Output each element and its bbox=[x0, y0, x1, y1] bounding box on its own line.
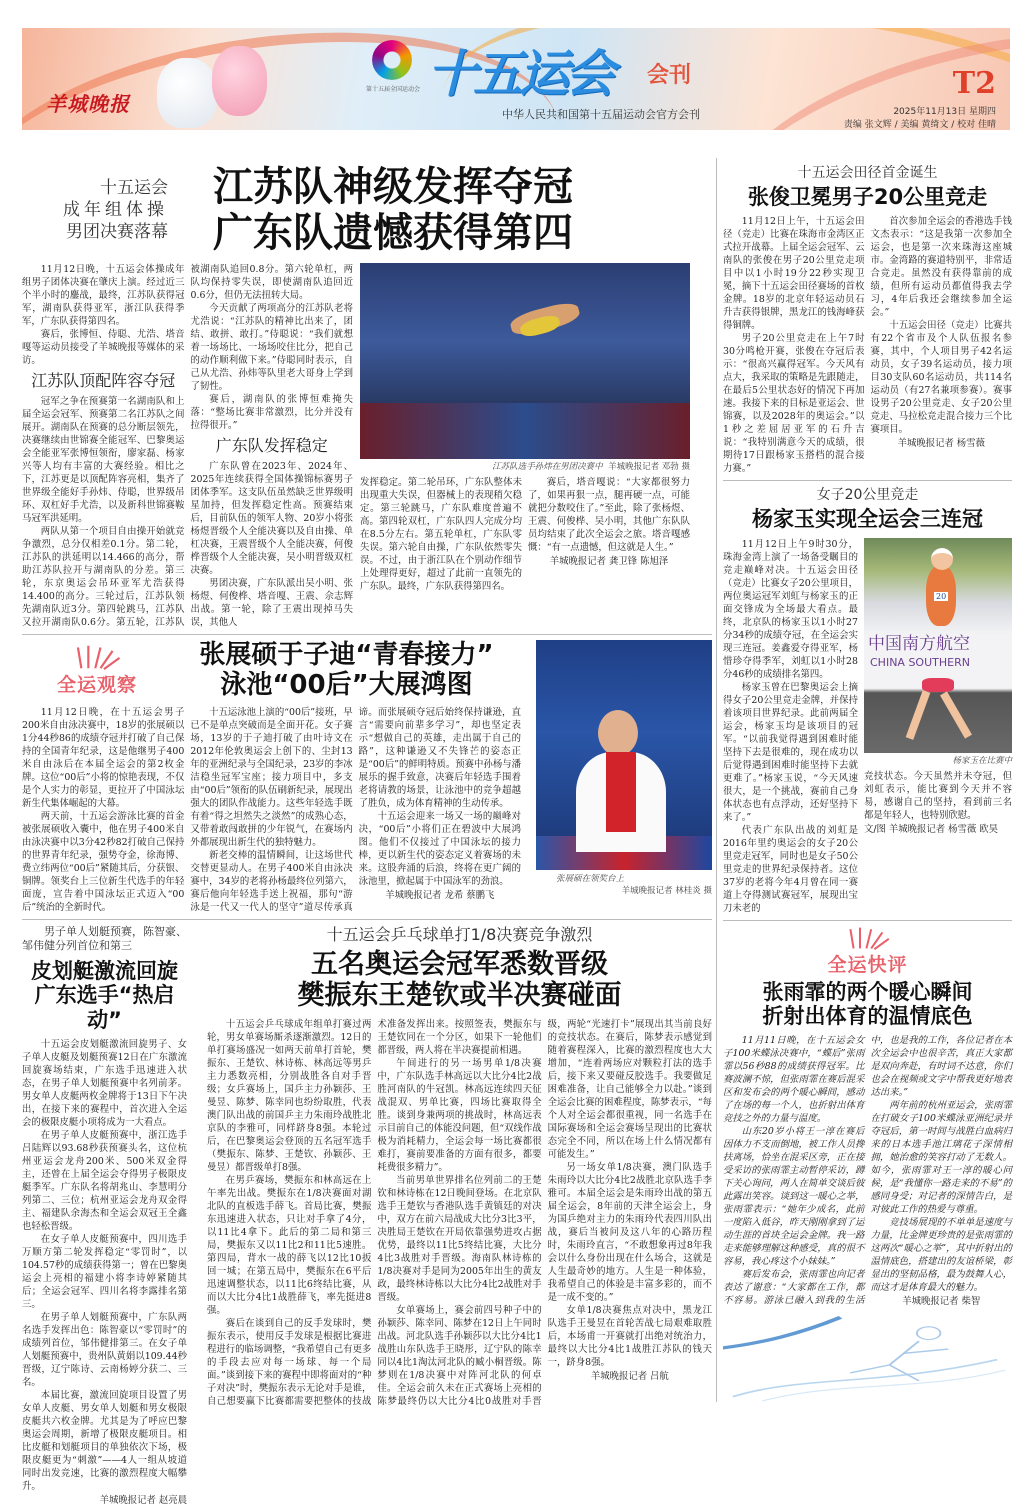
paragraph: 十五运会迎来一场又一场的巅峰对决，“00后”小将们正在碧波中大展鸿图。他们不仅接过了中国泳坛的接力棒，更以新生代的姿态定义着赛场的未来。这股奔涌的后浪，终将在更广阔的泳池里，掀起属于中国泳军的劲浪。 bbox=[358, 811, 521, 888]
paragraph: 女单1/8决赛焦点对决中，黑龙江队选手王曼昱在首轮苦战七局艰难取胜后，本场甫一开赛就打出绝对统治力，最终以大比分4比1战胜江苏队的钱天一，跻身8强。 bbox=[547, 1304, 712, 1368]
swimmer-photo-credit: 羊城晚报记者 林桂炎 摄 bbox=[621, 885, 712, 896]
headline-line: 广东选手“热启动” bbox=[34, 983, 175, 1032]
paragraph: 赛后，湖南队的张博恒难掩失落：“整场比赛非常激烈，比分并没有拉得很开。” bbox=[190, 393, 353, 431]
paragraph: 赛后发布会，张雨霏也向记者表达了谢意：“大家都在工作，都不容易。游泳已融入到我的生活中，也是我的工作，各位记者在本次全运会中也很辛苦，真正大家都是双向奔赴，有时词不达意，你们也会在视频或文字中帮我更好地表达出来。” bbox=[723, 1035, 1012, 1307]
race-bib: 20 bbox=[936, 591, 947, 601]
paragraph: 午间进行的另一场男单1/8决赛中，广东队选手林高远以大比分4比2战胜河南队的牛冠凯。林高远连续四天征战混双、男单比赛，四场比赛取得全胜。谈到身兼两项的挑战时，林高远表示目前自己的体能没问题，但“双线作战极为消耗精力，全运会每一场比赛都很难打，赛前要准备的方面有很多，都要耗费很多精力”。 bbox=[377, 1057, 542, 1173]
paragraph: 发挥稳定。第二轮吊环，广东队整体未出现重大失误，但器械上的表现稍欠稳定。第三轮跳马，广东队难度普遍不高。第四轮双杠，广东队四人完成分均在8.5分左右。第五轮单杠，广东队零失误。第六轮自由操，广东队依然零失误。不过，由于浙江队在个别动作细节上处理得更好，超过了此前一直领先的广东队。最终，广东队获得第四名。 bbox=[360, 476, 522, 592]
swimming-body bbox=[22, 706, 521, 914]
kicker-line: 男团决赛落幕 bbox=[66, 222, 168, 243]
column-logo-commentary: 全运快评 bbox=[827, 953, 908, 976]
column-logo-observation-block bbox=[22, 644, 172, 696]
paragraph: 杨家玉曾在巴黎奥运会上摘得女子20公里竞走金牌，并保持着该项目世界纪录。此前两届全运会，杨家玉均是该项目的冠军。“以前我觉得遇到困难时能坚持下去是很难的，现在成功以后觉得遇到困难时能坚持下去就更难了。”杨家玉说，“今天风速很大，是一个挑战，赛前自己身体状态也有点浮动，还好坚持下来了。” bbox=[723, 681, 858, 823]
paragraph: 11月12日晚，在十五运会男子200米自由泳决赛中，18岁的张展硕以1分44秒86的成绩夺冠并打破了自己保持的全国青年纪录，这是他继男子400米自由泳后在本届全运会的第2枚金牌。这位“00后”小将的惊艳表现，不仅是个人实力的彰显，更拉开了中国泳坛新生代集体崛起的大幕。 bbox=[22, 707, 185, 810]
paragraph: 十五运会乒乓球成年组单打赛过两轮，男女单赛场厮杀逐渐激烈。12日的单打赛场盛况一如两天前单打首轮，樊振东、王楚钦、林诗栋、林高远等男乒主力悉数亮相，分别战胜各自对手晋级；女乒赛场上，国乒主力孙颖莎、王曼昱、陈梦、陈幸同也纷纷取胜，代表澳门队出战的前国乒主力朱雨玲战胜北京队的李雅可，同样跻身8强。本轮过后，在巴黎奥运会登顶的五名冠军选手（樊振东、陈梦、王楚钦、孙颖莎、王曼昱）都晋级单打8强。 bbox=[207, 1018, 372, 1173]
canoe-headline bbox=[22, 959, 187, 1032]
photo-credit: 羊城晚报记者 邓勃 摄 bbox=[608, 461, 690, 472]
byline: 羊城晚报记者 吕航 bbox=[590, 1370, 669, 1382]
canoe-body bbox=[22, 1038, 187, 1507]
paragraph: 在男子单人划艇预赛中，广东队两名选手发挥出色：陈智豪以“零罚时”的成绩列首位，邹伟健排第三。在女子单人划艇预赛中，贵州队黄娟以109.44秒晋级，辽宁陈诗、云南杨婷分获二、三名。 bbox=[22, 1312, 187, 1389]
paragraph: 十五运泳池上演的“00后”接班，早已不是单点突破而是全面开花。女子赛场，13岁的于子迪打破了由叶诗文在2012年伦敦奥运会上创下的、尘封13年的亚洲纪录与全国纪录，23岁的李冰洁稳坐冠军宝座；接力项目中，多支由“00后”领衔的队伍刷新纪录，展现出强大的团队作战能力。这些年轻选手既有着“得之坦然失之淡然”的成熟心态，又带着敢闯敢拼的少年锐气，在赛场内外都展现出新生代的独特魅力。 bbox=[190, 707, 353, 849]
canoe-article bbox=[22, 925, 187, 1507]
race-walk-women-headline: 杨家玉实现全运会三连冠 bbox=[752, 507, 983, 532]
table-tennis-body bbox=[207, 1018, 712, 1408]
headline-line: 张雨霏的两个暖心瞬间 bbox=[762, 979, 973, 1004]
commentary-body bbox=[723, 1034, 1012, 1308]
paragraph: 竞技场展现的不单单是速度与力量，比金牌更珍贵的是张雨霏的这两次“暖心之举”，其中折射出的温情底色，搭建出的友谊桥梁，彰显出的坚韧品格，最为鼓舞人心，而这才是体育最大的魅力。 bbox=[870, 1217, 1012, 1294]
mascot-white-dolphin bbox=[157, 58, 217, 128]
paragraph: 赛后，塔音嘎说：“大家都很努力了，如果再狠一点，腿再硬一点，可能就把分数咬住了。”至此，除了张杨煜、王震、何俊桦、吴小明，其他广东队队员均结束了此次全运会之旅。塔音嘎感慨：“有一点遗憾，但这就是人生。” bbox=[528, 476, 690, 553]
byline: 羊城晚报记者 杨雪薇 bbox=[897, 438, 985, 450]
column-logo-rays-icon bbox=[723, 926, 1012, 954]
paragraph: 女单赛场上，赛会前四号种子中的孙颖莎、陈幸同、陈梦在12日上午同时出战。河北队选手孙颖莎以大比分4比1战胜山东队选手王晓彤，辽宁队的陈幸同以4比1淘汰河北队的臧小桐晋级。陈梦则在1/8决赛中对阵河北队的何卓佳。全运会前久未在正式赛场上亮相的陈梦最终仍以大比分4比0战胜对手晋级，两轮“光速打卡”展现出其当前良好的竞技状态。在赛后，陈梦表示感觉到随着赛程深入，比赛的激烈程度也大大增加，“连着两场应对颗粒打法的选手后，接下来又要碰反胶选手。我要做足困难准备，让自己能够全力以赴。”谈到全运会比赛的困难程度，陈梦表示，“每个人对全运会都很重视，同一名选手在国际赛场和全运会赛场呈现出的比赛状态完全不同，所以在场上什么情况都有可能发生。” bbox=[377, 1018, 712, 1407]
subheading: 广东队发挥稳定 bbox=[215, 435, 328, 455]
walker-photo-caption: 杨家玉在比赛中 bbox=[952, 755, 1012, 766]
games-emblem-icon bbox=[372, 40, 412, 80]
commentary-headline bbox=[723, 980, 1012, 1029]
emblem-text: 第十五届全国运动会 bbox=[365, 86, 420, 93]
headline-line: 广东队遗憾获得第四 bbox=[213, 210, 573, 257]
table-tennis-headline bbox=[207, 949, 712, 1012]
gymnastics-article bbox=[22, 164, 712, 629]
paragraph: 男团决赛，广东队派出吴小明、张杨煜、何俊桦、塔音嘎、王震、佘志辉出战。第一轮，除了王震出现掉马失误，其他人 bbox=[190, 577, 353, 628]
table-tennis-kicker: 十五运会乒乓球单打1/8决赛竞争激烈 bbox=[326, 925, 593, 945]
paragraph: 11月11日晚，在十五运会女子100米蝶泳决赛中，“蝶后”张雨霏以56秒88的成绩获得冠军。比赛波澜不惊，但张雨霏在赛后混采区和发布会的两个暖心瞬间，感动了在场的每一个人，也折射出体育竞技之外的力量与温度。 bbox=[723, 1035, 865, 1125]
mascot-pink-dolphin bbox=[212, 46, 267, 116]
paragraph: 首次参加全运会的香港选手钱文杰表示：“这是我第一次参加全运会，也是第一次来珠海这座城市。金湾路的赛道特别平，非常适合竞走。虽然没有获得靠前的成绩，但所有运动员都值得我去学习，4年后我还会继续参加全运会。” bbox=[870, 216, 1012, 319]
byline: 羊城晚报记者 赵亮晨 bbox=[99, 1495, 187, 1507]
race-walk-women-body-continued bbox=[864, 770, 1012, 836]
swimmer-photo bbox=[536, 640, 712, 870]
bottom-articles bbox=[22, 919, 712, 1507]
paragraph: 当前男单世界排名位列前二的王楚钦和林诗栋在12日晚间登场。在北京队选手王楚钦与香港队选手黄镇廷的对决中，双方在前六局战成大比分3比3平，决胜局王楚钦在开局依靠强势进攻占据优势，最终以11比5终结比赛，大比分4比3战胜对手晋级。海南队林诗栋的1/8决赛对手是同为2005年出生的黄友政，最终林诗栋以大比分4比2战胜对手晋级。 bbox=[377, 1174, 542, 1303]
paragraph: 新老交棒的温情瞬间，让这场世代交替更显动人。在男子400米自由泳决赛中，34岁的老将孙杨最终位列第六，赛后他向年轻选手送上祝福，那句“游泳是一代又一代人的坚守”道尽传承真谛。而张展硕夺冠后始终保持谦逊，直言“需要向前辈多学习”，却也坚定表示“想做自己的英雄，走出属于自己的路”，这种谦逊又不失锋芒的姿态正是“00后”的鲜明特质。预赛中孙杨与潘展乐的握手致意，决赛后年轻选手围着老将请教的场景，让泳池中的竞争超越了胜负，成为体育精神的生动传承。 bbox=[190, 707, 521, 914]
swimming-headline bbox=[172, 640, 521, 700]
headline-line: 皮划艇激流回旋 bbox=[31, 959, 178, 984]
gymnastics-kicker bbox=[22, 177, 168, 243]
headline-line: 五名奥运会冠军悉数晋级 bbox=[311, 949, 608, 981]
paragraph: 山东20岁小将王一淳在赛后因体力不支而倒地，被工作人员搀扶离场，恰坐在混采区旁，正在接受采访的张雨霏主动暂停采访，蹲下关心询问，两人在简单交谈后彼此露出笑容。谈到这一暖心之举，张雨霏表示：“她年少成名，此前一度陷入低谷，昨天刚刚拿到了运动生涯的首块全运会金牌。我一路走来能够理解这种感受，真的很不容易，我心疼这个小妹妹。” bbox=[723, 1126, 865, 1268]
paragraph: 两天前，十五运会游泳比赛的首金被张展硕收入囊中，他在男子400米自由泳决赛中以3分42秒82打破自己保持的世界青年纪录，强势夺金，徐海博、费立纬两位“00后”紧随其后，分获银、铜牌。领奖台上三位新生代选手的年轻面庞，宣告着中国泳坛正式迈入“00后”统治的全新时代。 bbox=[22, 811, 185, 914]
paragraph: 在女子单人皮艇预赛中，四川选手万顺方第二轮发挥稳定“零罚时”，以104.57秒的成绩获得第一；曾在巴黎奥运会上亮相的福建小将李诗婷紧随其后；全运会冠军、四川名将李露排名第三。 bbox=[22, 1234, 187, 1311]
caption-text: 江苏队选手孙炜在男团决赛中 bbox=[492, 461, 603, 472]
race-walk-men-headline: 张俊卫冕男子20公里竞走 bbox=[747, 185, 988, 209]
byline: 文/图 羊城晚报记者 杨雪薇 欧昊 bbox=[864, 823, 998, 835]
commentary-article bbox=[723, 920, 1012, 1403]
masthead-tagline: 中华人民共和国第十五届运动会官方会刊 bbox=[502, 108, 700, 121]
paragraph: 冠军之争在预赛第一名湖南队和上届全运会冠军、预赛第二名江苏队之间展开。湖南队在预赛的总分断层领先，决赛继续由世锦赛全能冠军、巴黎奥运会全能亚军张博恒领衔，廖家磊、杨家兴等人均有丰富的大赛经验。相比之下，江苏更是以顶配阵容亮相，集齐了世界级全能好手孙炜、侍聪，世界级吊环、双杠好手尤浩，以及新科世锦赛鞍马冠军洪延明。 bbox=[22, 395, 185, 524]
walker-photo bbox=[864, 538, 1012, 753]
gymnast-photo-caption bbox=[360, 461, 690, 473]
gymnastics-headline bbox=[188, 164, 598, 257]
byline: 羊城晚报记者 龚卫锋 陈旭泽 bbox=[549, 555, 669, 567]
headline-line: 江苏队神级发挥夺冠 bbox=[213, 164, 573, 210]
table-tennis-article bbox=[207, 925, 712, 1507]
swimmer-photo-caption: 张展硕在领奖台上 bbox=[556, 873, 625, 884]
paragraph: 十五运会皮划艇激流回旋男子、女子单人皮艇及划艇预赛12日在广东激流回旋赛场结束，广东选手迅速进入状态，在男子单人划艇预赛中名列前茅。男女单人皮艇两枚金牌将于13日下午决出，在接下来的赛程中，首次进入全运会的极限皮艇小项将成为一大看点。 bbox=[22, 1039, 187, 1129]
gymnastics-photo-column bbox=[360, 263, 712, 629]
headline-line: 樊振东王楚钦或半决赛碰面 bbox=[297, 980, 622, 1012]
paragraph: 竞技状态。今天虽然并未夺冠，但刘虹表示，能比赛到今天并不容易，感谢自己的坚持，看到前三名都是年轻人，也特别欣慰。 bbox=[864, 770, 1012, 821]
headline-line: 折射出体育的温情底色 bbox=[762, 1004, 973, 1029]
right-content-area bbox=[716, 158, 1012, 1402]
paragraph: 两队从第一个项目自由操开始就竞争激烈，总分仅相差0.1分。第二轮，江苏队的洪延明以14.466的高分，帮助江苏队拉开与湖南队的分差。第三轮，东京奥运会吊环亚军尤浩获得14.400的高分。三轮过后，江苏队领先湖南队近3分。第四轮跳马，江苏队又拉开湖南队0.6分。第五轮，江苏队被湖南队追回0.8分。第六轮单杠，两队均保持零失误，即使湖南队追回近0.6分，但仍无法扭转大局。 bbox=[22, 263, 353, 628]
newspaper-logo: 羊城晚报 bbox=[46, 92, 130, 116]
race-walk-men-body bbox=[723, 215, 1012, 475]
byline: 羊城晚报记者 柴智 bbox=[902, 1296, 981, 1308]
paragraph: 赛后在谈到自己的反手发球时，樊振东表示，使用反手发球是根据比赛进程进行的临场调整，“我希望自己有更多的手段去应对每一场球、每一个局面。”谈到接下来的赛程中即将面对的“种子对决”时，樊振东表示无论对手是谁，自己想要赢下比赛都需要把整体的技战术准备发挥出来。按照签表，樊振东与王楚钦同在一个分区，如果下一轮他们都晋级，两人将在半决赛提前相遇。 bbox=[207, 1018, 542, 1407]
kicker-line: 十五运会 bbox=[100, 178, 168, 199]
canoe-kicker: 男子单人划艇预赛，陈智豪、邹伟健分列首位和第三 bbox=[22, 925, 187, 953]
masthead-title: 十五运会 bbox=[427, 45, 611, 103]
race-walk-men-article bbox=[723, 164, 1012, 475]
paragraph: 在男子单人皮艇预赛中，浙江选手吕陆辉以93.68秒获预赛头名，这位杭州亚运会龙舟200米、500米双金得主，还曾在上届全运会夺得男子极限皮艇季军。广东队名将胡兆山、李慧明分列第二、三位；杭州亚运会龙舟双金得主、福建队余海杰和全运会双冠王全鑫也轻松晋级。 bbox=[22, 1130, 187, 1233]
column-logo-commentary-block bbox=[723, 926, 1012, 976]
column-logo-rays-icon bbox=[22, 644, 172, 674]
race-walk-women-body bbox=[723, 538, 858, 915]
photo-banner-text: 中国南方航空 bbox=[868, 633, 970, 654]
paragraph: 今天贡献了两项高分的江苏队老将尤浩说：“江苏队的精神比出来了，团结、敢拼、敢打。”侍聪说：“我们就想着一场场比、一场场咬住比分，把自己的动作顺利做下来。”侍聪同时表示，自己从尤浩、孙炜等队里老大哥身上学到了韧性。 bbox=[190, 302, 353, 392]
masthead-suffix: 会刊 bbox=[647, 63, 692, 88]
race-walk-women-kicker: 女子20公里竞走 bbox=[816, 487, 919, 504]
paragraph: 在男乒赛场，樊振东和林高远在上午率先出战。樊振东在1/8决赛面对湖北队的直板选手薛飞。首局比赛，樊振东迅速进入状态，只让对手拿了4分，以11比4拿下。此后的第二局和第三局，樊振东又以11比2和11比5速胜。第四局，背水一战的薛飞以12比10扳回一城；在第五局中，樊振东在6平后迅速调整状态，以11比6终结比赛，从而以大比分4比1战胜薛飞，率先挺进8强。 bbox=[207, 1174, 372, 1316]
gymnast-photo bbox=[360, 263, 690, 459]
gymnastics-body-continued bbox=[360, 476, 690, 593]
editor-credits: 责编 张文辉 / 美编 黄绮文 / 校对 佳晴 bbox=[843, 120, 996, 130]
kicker-line: 成年组体操 bbox=[63, 200, 168, 221]
byline: 羊城晚报记者 龙希 蔡鹏飞 bbox=[385, 890, 495, 902]
page-number: T2 bbox=[952, 66, 996, 101]
paragraph: 两年前的杭州亚运会，张雨霏在打破女子100米蝶泳亚洲纪录并夺冠后，第一时间与战胜白血病归来的日本选手池江璃花子深情相拥，她治愈的笑容打动了无数人。如今，张雨霏对王一淳的暖心问候，是“我懂你一路走来的不易”的感同身受；对记者的深情告白，是对彼此工作的热爱与尊重。 bbox=[870, 1100, 1012, 1216]
paragraph: 广东队曾在2023年、2024年、2025年连续获得全国体操锦标赛男子团体季军。这支队伍虽然缺乏世界级明星加持，但发挥稳定性高。预赛结束后，目前队伍的领军人物、20岁小将张杨煜晋级个人全能决赛以及自由操、单杠决赛，王震晋级个人全能决赛，何俊桦晋级个人全能决赛，吴小明晋级双杠决赛。 bbox=[190, 460, 353, 576]
race-walk-women-article bbox=[723, 480, 1012, 914]
paragraph: 赛后，张博恒、侍聪、尤浩、塔音嘎等运动员接受了羊城晚报等媒体的采访。 bbox=[22, 328, 185, 366]
headline-line: 泳池“00后”大展鸿图 bbox=[220, 669, 473, 700]
photo-banner-text: CHINA SOUTHERN bbox=[870, 655, 970, 669]
paragraph: 另一场女单1/8决赛，澳门队选手朱雨玲以大比分4比2战胜北京队选手李雅可。本届全运会是朱雨玲出战的第五届全运会，8年前的天津全运会上，身为国乒绝对主力的朱雨玲代表四川队出战，赛后当被问及这八年的心路历程时，朱雨玲直言，“不敢想象再过8年我会以什么身份出现在什么场合，这就是人生最奇妙的地方。人生是一种体验，我希望自己的体验是丰富多彩的，而不是一成不变的。” bbox=[547, 1161, 712, 1303]
paragraph: 代表广东队出战的刘虹是2016年里约奥运会的女子20公里竞走冠军，同时也是女子50公里竞走的世界纪录保持者。这位37岁的老将今年4月曾在同一赛道上夺得测试赛冠军，展现出宝刀未老的 bbox=[723, 824, 858, 914]
swimming-article bbox=[22, 634, 712, 914]
gymnastics-body bbox=[22, 263, 353, 629]
headline-line: 张展硕于子迪“青春接力” bbox=[199, 639, 494, 670]
paragraph: 十五运会田径（竞走）比赛共有22个省市及个人队伍报名参赛，其中，个人项目男子42名运动员，女子39名运动员，接力项目30支队60名运动员，共114名运动员（有27名兼项参赛）。赛事设男子20公里竞走、女子20公里竞走、马拉松竞走混合接力三个比赛项目。 bbox=[870, 320, 1012, 436]
paragraph: 本届比赛，激流回旋项目设置了男女单人皮艇、男女单人划艇和男女极限皮艇共六枚金牌。尤其是为了呼应巴黎奥运会周期，新增了极限皮艇项目。相比皮艇和划艇项目的单独依次下场，极限皮艇更为“刺激”——4人一组从坡道同时出发竞速，比赛的激烈程度大幅攀升。 bbox=[22, 1390, 187, 1493]
subheading: 江苏队顶配阵容夺冠 bbox=[31, 370, 176, 390]
paragraph: 11月12日上午9时30分，珠海金湾上演了一场备受瞩目的竞走巅峰对决。十五运会田径（竞走）比赛女子20公里项目，两位奥运冠军刘虹与杨家玉的正面交锋成为全场最大看点。最终，北京队的杨家玉以1小时27分34秒的成绩夺冠，在全运会实现三连冠。姜鑫爱夺得亚军，杨惜珍夺得季军，刘虹以1小时28分46秒的成绩排名第四。 bbox=[723, 538, 858, 680]
race-walk-men-kicker: 十五运会田径首金诞生 bbox=[797, 165, 938, 181]
left-content-area bbox=[22, 158, 712, 1507]
masthead-banner bbox=[22, 28, 1010, 130]
paragraph: 男子20公里竞走在上午7时30分鸣枪开赛，张俊在夺冠后表示：“很高兴赢得冠军。今天风有点大，我采取的策略是先跟随走，在最后5公里状态好的情况下再加速。我接下来的目标是亚运会、世锦赛，以及2028年的奥运会。”以1秒之差屈居亚军的石升吉说：“我特别满意今天的成绩，很期待17日跟杨家玉搭档的混合接力赛。” bbox=[723, 333, 865, 475]
issue-date: 2025年11月13日 星期四 bbox=[893, 107, 996, 117]
paragraph: 11月12日上午，十五运会田径（竞走）比赛在珠海市金湾区正式拉开战幕。上届全运会冠军、云南队的张俊在男子20公里竞走项目中以1小时19分22秒实现卫冕，摘下十五运会田径赛场的首枚金牌。18岁的北京年轻运动员石升吉获得银牌，黑龙江的钱海峰获得铜牌。 bbox=[723, 216, 865, 332]
swimmer-illustration bbox=[723, 1312, 1012, 1402]
paragraph: 11月12日晚，十五运会体操成年组男子团体决赛在肇庆上演。经过近三个半小时的鏖战，最终，江苏队获得冠军，湖南队获得亚军，浙江队获得季军，广东队获得第四名。 bbox=[22, 263, 185, 327]
column-logo-observation: 全运观察 bbox=[56, 673, 137, 696]
